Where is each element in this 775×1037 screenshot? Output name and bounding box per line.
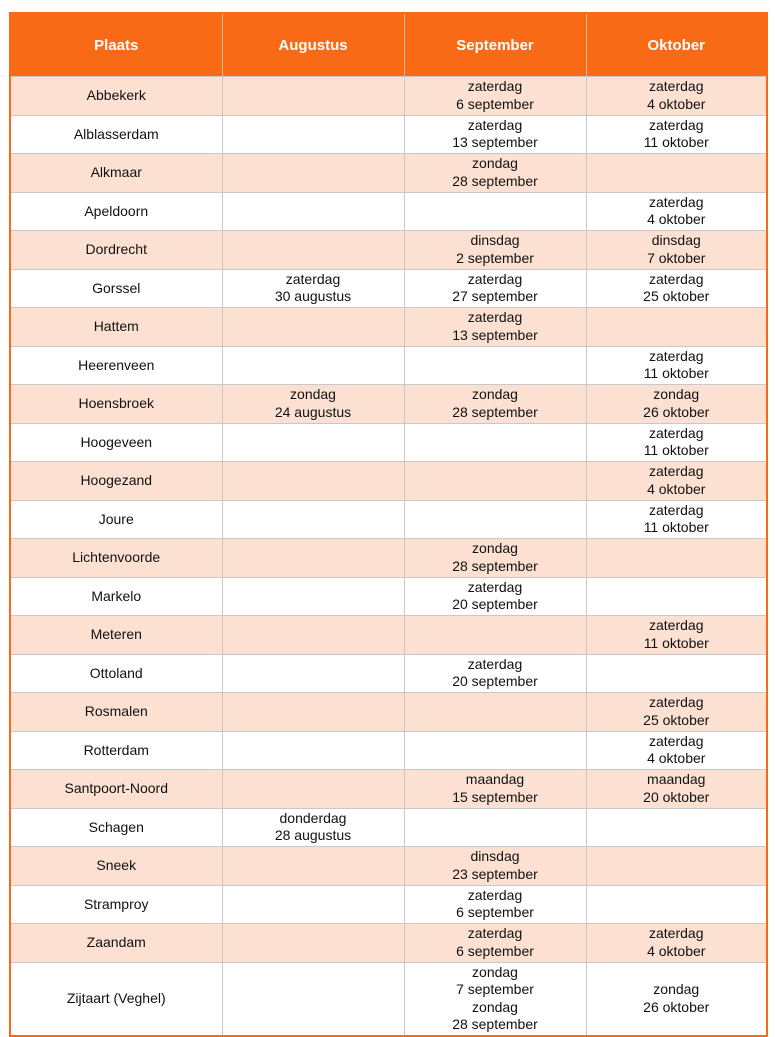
cell-line: 11 oktober [643, 519, 709, 536]
cell-augustus [222, 308, 404, 347]
cell-line: 28 september [452, 172, 538, 189]
cell-oktober [586, 423, 767, 462]
cell-line: zaterdag [649, 270, 704, 287]
cell-augustus [222, 115, 404, 154]
header-september: September [404, 13, 586, 77]
cell-augustus [222, 539, 404, 578]
cell-line: zondag [472, 998, 518, 1015]
header-plaats: Plaats [10, 13, 222, 77]
cell-oktober [586, 462, 767, 501]
cell-oktober [586, 77, 767, 116]
cell-september [404, 654, 586, 693]
cell-oktober [586, 962, 767, 1036]
cell-september [404, 115, 586, 154]
cell-augustus [222, 231, 404, 270]
cell-line: zaterdag [649, 424, 704, 441]
cell-september [404, 385, 586, 424]
cell-line: 28 september [452, 557, 538, 574]
cell-line: zondag [653, 981, 700, 997]
cell-plaats: Hattem [10, 308, 222, 347]
cell-september [404, 500, 586, 539]
table-row [10, 808, 767, 847]
cell-line: dinsdag [651, 232, 701, 249]
cell-plaats: Hoogeveen [10, 423, 222, 462]
cell-oktober [586, 885, 767, 924]
cell-september [404, 192, 586, 231]
cell-plaats: Joure [10, 500, 222, 539]
table-row [10, 462, 767, 501]
table-row [10, 77, 767, 116]
schedule-table-container [9, 12, 766, 1037]
table-row [10, 847, 767, 886]
cell-september [404, 693, 586, 732]
cell-september [404, 77, 586, 116]
cell-oktober [586, 770, 767, 809]
cell-augustus [222, 500, 404, 539]
table-row [10, 231, 767, 270]
cell-plaats: Lichtenvoorde [10, 539, 222, 578]
cell-september [404, 269, 586, 308]
cell-line: 28 september [452, 403, 538, 420]
cell-line: 11 oktober [643, 365, 709, 382]
cell-augustus [222, 423, 404, 462]
cell-augustus [222, 962, 404, 1036]
cell-oktober [586, 231, 767, 270]
cell-line: zondag [472, 540, 518, 557]
cell-line: zaterdag [467, 925, 523, 942]
cell-line: 23 september [452, 865, 538, 882]
cell-oktober [586, 808, 767, 847]
cell-line: zaterdag [649, 116, 704, 133]
cell-plaats: Stramproy [10, 885, 222, 924]
cell-augustus [222, 654, 404, 693]
cell-line: zaterdag [649, 78, 704, 95]
cell-line: 15 september [452, 788, 538, 805]
cell-line: zaterdag [467, 270, 523, 287]
cell-line: dinsdag [470, 848, 520, 865]
cell-line: maandag [647, 771, 706, 788]
cell-line: 6 september [456, 942, 534, 959]
cell-plaats: Dordrecht [10, 231, 222, 270]
table-row [10, 192, 767, 231]
table-row [10, 423, 767, 462]
table-row [10, 115, 767, 154]
cell-line: 11 oktober [643, 442, 709, 459]
cell-augustus [222, 731, 404, 770]
table-row [10, 770, 767, 809]
cell-line: 25 oktober [643, 711, 710, 728]
table-row [10, 924, 767, 963]
cell-september [404, 231, 586, 270]
cell-augustus [222, 770, 404, 809]
cell-oktober [586, 693, 767, 732]
cell-oktober [586, 308, 767, 347]
cell-september [404, 962, 586, 1036]
cell-line: 7 september [456, 981, 534, 997]
cell-september [404, 808, 586, 847]
cell-augustus [222, 154, 404, 193]
table-row [10, 962, 767, 1036]
cell-augustus [222, 385, 404, 424]
cell-september [404, 539, 586, 578]
cell-plaats: Hoensbroek [10, 385, 222, 424]
cell-line: zaterdag [285, 270, 341, 287]
cell-line: zaterdag [649, 617, 704, 634]
cell-september [404, 462, 586, 501]
cell-augustus [222, 192, 404, 231]
table-row [10, 577, 767, 616]
cell-augustus [222, 693, 404, 732]
cell-oktober [586, 269, 767, 308]
cell-september [404, 308, 586, 347]
cell-line: 20 september [452, 596, 538, 613]
table-row [10, 385, 767, 424]
cell-september [404, 616, 586, 655]
cell-line: 30 augustus [274, 288, 352, 305]
table-row [10, 616, 767, 655]
cell-line: zaterdag [467, 655, 523, 672]
cell-plaats: Rosmalen [10, 693, 222, 732]
cell-line: dinsdag [470, 232, 520, 249]
table-body [10, 77, 767, 1036]
cell-line: zaterdag [467, 886, 523, 903]
cell-line: 20 oktober [643, 788, 710, 805]
cell-oktober [586, 924, 767, 963]
cell-augustus [222, 346, 404, 385]
cell-line: zaterdag [467, 309, 523, 326]
cell-oktober [586, 577, 767, 616]
cell-line: 11 oktober [643, 634, 709, 651]
cell-line: zaterdag [467, 78, 523, 95]
cell-line: zondag [472, 963, 518, 980]
table-row [10, 269, 767, 308]
cell-line: 2 september [456, 249, 534, 266]
cell-line: 24 augustus [274, 403, 352, 420]
cell-line: zaterdag [649, 925, 704, 942]
cell-plaats: Apeldoorn [10, 192, 222, 231]
cell-line: 6 september [456, 904, 534, 921]
cell-oktober [586, 385, 767, 424]
cell-oktober [586, 654, 767, 693]
cell-line: zondag [472, 155, 518, 172]
cell-plaats: Gorssel [10, 269, 222, 308]
cell-augustus [222, 462, 404, 501]
cell-augustus [222, 77, 404, 116]
cell-augustus [222, 616, 404, 655]
cell-plaats: Sneek [10, 847, 222, 886]
header-oktober: Oktober [586, 13, 767, 77]
cell-augustus [222, 885, 404, 924]
cell-oktober [586, 539, 767, 578]
cell-line: 4 oktober [647, 750, 706, 767]
cell-line: 7 oktober [647, 249, 706, 266]
table-row [10, 346, 767, 385]
cell-plaats: Abbekerk [10, 77, 222, 116]
cell-oktober [586, 192, 767, 231]
cell-augustus [222, 577, 404, 616]
cell-line: 4 oktober [647, 95, 706, 112]
header-augustus: Augustus [222, 13, 404, 77]
table-row [10, 654, 767, 693]
table-row [10, 731, 767, 770]
cell-plaats: Alblasserdam [10, 115, 222, 154]
cell-line: 20 september [452, 673, 538, 690]
cell-september [404, 770, 586, 809]
cell-line: 13 september [452, 134, 538, 151]
cell-oktober [586, 115, 767, 154]
cell-line: 4 oktober [647, 942, 706, 959]
schedule-table [9, 12, 768, 1037]
cell-line: zaterdag [649, 347, 704, 364]
cell-line: 13 september [452, 326, 538, 343]
cell-line: 4 oktober [647, 480, 706, 497]
cell-augustus [222, 924, 404, 963]
cell-line: 4 oktober [647, 211, 706, 228]
table-row [10, 308, 767, 347]
cell-line: zondag [653, 386, 700, 403]
cell-oktober [586, 346, 767, 385]
cell-september [404, 924, 586, 963]
header-row [10, 13, 767, 77]
cell-september [404, 577, 586, 616]
cell-line: 25 oktober [643, 288, 710, 305]
cell-september [404, 847, 586, 886]
cell-line: donderdag [279, 809, 347, 826]
cell-september [404, 154, 586, 193]
cell-plaats: Zaandam [10, 924, 222, 963]
cell-plaats: Santpoort-Noord [10, 770, 222, 809]
cell-line: zaterdag [649, 694, 704, 711]
cell-line: 6 september [456, 95, 534, 112]
cell-plaats: Heerenveen [10, 346, 222, 385]
cell-line: zaterdag [649, 501, 704, 518]
table-row [10, 693, 767, 732]
cell-plaats: Rotterdam [10, 731, 222, 770]
cell-line: 11 oktober [643, 134, 709, 151]
table-row [10, 500, 767, 539]
cell-oktober [586, 616, 767, 655]
cell-line: maandag [465, 771, 525, 788]
cell-september [404, 885, 586, 924]
cell-line: zaterdag [467, 116, 523, 133]
cell-september [404, 731, 586, 770]
cell-oktober [586, 847, 767, 886]
cell-plaats: Meteren [10, 616, 222, 655]
cell-line: zaterdag [649, 463, 704, 480]
cell-plaats: Ottoland [10, 654, 222, 693]
cell-plaats: Alkmaar [10, 154, 222, 193]
cell-line: 26 oktober [643, 998, 710, 1015]
cell-augustus [222, 269, 404, 308]
cell-line: 28 september [452, 1016, 538, 1032]
cell-line: zondag [290, 386, 336, 403]
cell-oktober [586, 731, 767, 770]
cell-oktober [586, 154, 767, 193]
cell-line: zaterdag [649, 193, 704, 210]
table-row [10, 539, 767, 578]
table-row [10, 885, 767, 924]
cell-line: zaterdag [467, 578, 523, 595]
cell-plaats: Hoogezand [10, 462, 222, 501]
cell-augustus [222, 847, 404, 886]
cell-plaats: Markelo [10, 577, 222, 616]
cell-line: 28 augustus [274, 827, 352, 844]
cell-augustus [222, 808, 404, 847]
cell-plaats: Schagen [10, 808, 222, 847]
cell-oktober [586, 500, 767, 539]
table-header [10, 13, 767, 77]
cell-september [404, 346, 586, 385]
cell-line: zondag [472, 386, 518, 403]
cell-september [404, 423, 586, 462]
cell-line: zaterdag [649, 732, 704, 749]
cell-plaats: Zijtaart (Veghel) [10, 962, 222, 1036]
cell-line: 27 september [452, 288, 538, 305]
cell-line: 26 oktober [643, 403, 710, 420]
table-row [10, 154, 767, 193]
